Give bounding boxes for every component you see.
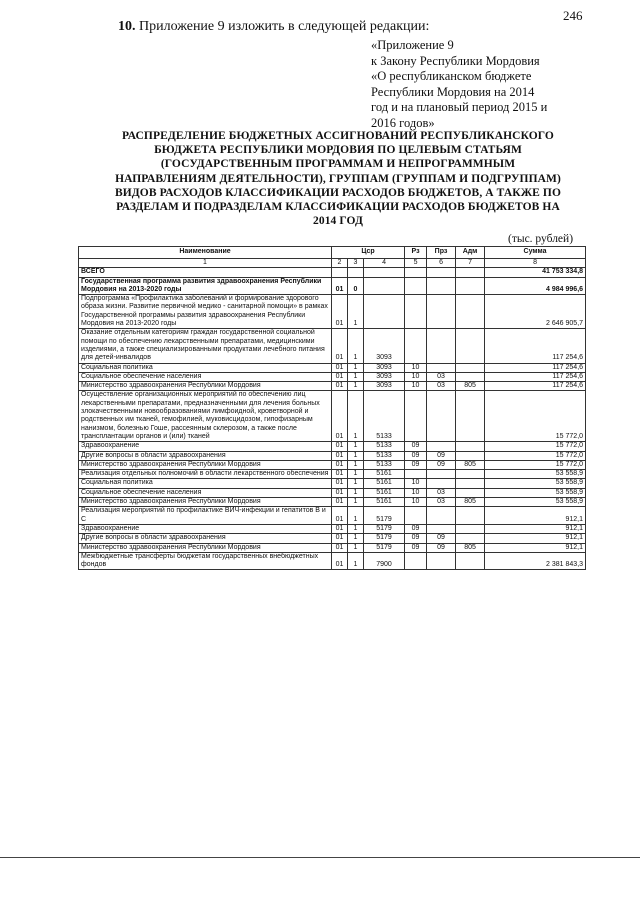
cell-program: 01 <box>332 488 348 497</box>
cell-subprogram <box>348 268 364 277</box>
table-row <box>79 552 586 570</box>
cell-sum: 15 772,0 <box>485 451 586 460</box>
cell-prz <box>427 268 456 277</box>
cell-direction: 5161 <box>364 470 405 479</box>
table-row <box>79 382 586 391</box>
cell-sum: 2 646 905,7 <box>485 295 586 329</box>
page-number: 246 <box>563 8 583 23</box>
cell-rz <box>405 552 427 570</box>
cell-sum: 15 772,0 <box>485 391 586 442</box>
table-row <box>79 524 586 533</box>
cell-sum: 912,1 <box>485 524 586 533</box>
cell-name: Здравоохранение <box>79 442 332 451</box>
cell-subprogram: 1 <box>348 479 364 488</box>
table-header-row <box>79 247 586 259</box>
cell-name: Министерство здравоохранения Республики Мордовия <box>79 460 332 469</box>
cell-sum: 117 254,6 <box>485 363 586 372</box>
cell-adm <box>456 451 485 460</box>
cell-adm: 805 <box>456 498 485 507</box>
cell-program: 01 <box>332 442 348 451</box>
column-number: 1 <box>79 259 332 268</box>
cell-adm <box>456 442 485 451</box>
cell-direction: 5133 <box>364 460 405 469</box>
table-row <box>79 363 586 372</box>
cell-adm <box>456 507 485 525</box>
table-row <box>79 295 586 329</box>
annex-line: Республики Мордовия на 2014 <box>371 84 535 99</box>
cell-subprogram: 1 <box>348 498 364 507</box>
cell-prz: 03 <box>427 382 456 391</box>
cell-adm <box>456 372 485 381</box>
header-adm: Адм <box>456 247 485 259</box>
cell-name: Подпрограмма «Профилактика заболеваний и формирование здорового образа жизни. Развитие первичной медико - санитарной помощи» в рамках Государственной программы развития здравоохранения Республики Мордовия на 2013-2020 годы <box>79 295 332 329</box>
cell-direction: 5133 <box>364 391 405 442</box>
cell-name: Министерство здравоохранения Республики Мордовия <box>79 382 332 391</box>
cell-subprogram: 0 <box>348 277 364 295</box>
cell-adm: 805 <box>456 543 485 552</box>
cell-adm <box>456 329 485 363</box>
cell-adm <box>456 363 485 372</box>
cell-program: 01 <box>332 534 348 543</box>
cell-prz <box>427 329 456 363</box>
cell-name: Министерство здравоохранения Республики Мордовия <box>79 498 332 507</box>
cell-adm <box>456 295 485 329</box>
cell-rz: 10 <box>405 372 427 381</box>
table-row <box>79 534 586 543</box>
cell-subprogram: 1 <box>348 295 364 329</box>
table-row <box>79 391 586 442</box>
cell-prz <box>427 363 456 372</box>
column-number: 2 <box>332 259 348 268</box>
cell-subprogram: 1 <box>348 524 364 533</box>
cell-program <box>332 268 348 277</box>
cell-subprogram: 1 <box>348 442 364 451</box>
cell-program: 01 <box>332 391 348 442</box>
cell-name: Социальная политика <box>79 363 332 372</box>
table-body <box>79 268 586 570</box>
cell-rz: 10 <box>405 479 427 488</box>
cell-subprogram: 1 <box>348 372 364 381</box>
cell-name: Социальная политика <box>79 479 332 488</box>
cell-adm: 805 <box>456 382 485 391</box>
cell-subprogram: 1 <box>348 507 364 525</box>
cell-direction: 5161 <box>364 488 405 497</box>
cell-adm <box>456 479 485 488</box>
budget-table <box>78 246 586 570</box>
cell-prz: 09 <box>427 460 456 469</box>
cell-rz: 09 <box>405 534 427 543</box>
cell-sum: 912,1 <box>485 507 586 525</box>
cell-sum: 912,1 <box>485 543 586 552</box>
cell-name: Социальное обеспечение населения <box>79 488 332 497</box>
cell-name: Государственная программа развития здравоохранения Республики Мордовия на 2013-2020 годы <box>79 277 332 295</box>
column-number-row <box>79 259 586 268</box>
cell-direction: 5161 <box>364 479 405 488</box>
cell-subprogram: 1 <box>348 391 364 442</box>
column-number: 8 <box>485 259 586 268</box>
header-rz: Рз <box>405 247 427 259</box>
cell-adm <box>456 268 485 277</box>
cell-subprogram: 1 <box>348 470 364 479</box>
footer-divider <box>0 857 640 858</box>
annex-line: год и на плановый период 2015 и <box>371 100 548 115</box>
document-title <box>78 129 598 228</box>
cell-direction: 5133 <box>364 442 405 451</box>
cell-program: 01 <box>332 460 348 469</box>
title-line: БЮДЖЕТА РЕСПУБЛИКИ МОРДОВИЯ ПО ЦЕЛЕВЫМ СТАТЬЯМ <box>154 144 522 157</box>
cell-rz: 10 <box>405 488 427 497</box>
cell-program: 01 <box>332 470 348 479</box>
table-row <box>79 543 586 552</box>
cell-direction: 3093 <box>364 372 405 381</box>
cell-prz <box>427 552 456 570</box>
cell-rz <box>405 470 427 479</box>
cell-direction <box>364 268 405 277</box>
table-row <box>79 498 586 507</box>
column-number: 3 <box>348 259 364 268</box>
intro-item-number: 10. <box>118 19 136 34</box>
cell-prz: 09 <box>427 543 456 552</box>
cell-name: Межбюджетные трансферты бюджетам государственных внебюджетных фондов <box>79 552 332 570</box>
annex-line: «О республиканском бюджете <box>371 69 532 84</box>
header-sum: Сумма <box>485 247 586 259</box>
cell-program: 01 <box>332 295 348 329</box>
table-row <box>79 479 586 488</box>
cell-adm <box>456 488 485 497</box>
table-row <box>79 268 586 277</box>
table-row <box>79 442 586 451</box>
cell-program: 01 <box>332 382 348 391</box>
cell-prz: 09 <box>427 534 456 543</box>
cell-direction: 5179 <box>364 507 405 525</box>
cell-program: 01 <box>332 507 348 525</box>
cell-program: 01 <box>332 363 348 372</box>
table-row <box>79 460 586 469</box>
cell-name: Осуществление организационных мероприятий по обеспечению лиц лекарственными препаратами, предназначенными для лечения больных злокачественными новообразованиями лимфоидной, кроветворной и родственных им тканей, гемофилией, муковисцидозом, гипофизарным нанизмом, болезнью Гоше, рассеянным склерозом, а также после трансплантации органов и (или) тканей <box>79 391 332 442</box>
cell-name: Оказание отдельным категориям граждан государственной социальной помощи по обеспечению лекарственными препаратами, медицинскими изделиями, а также специализированными продуктами лечебного питания для детей-инвалидов <box>79 329 332 363</box>
cell-sum: 4 984 996,6 <box>485 277 586 295</box>
cell-direction: 5179 <box>364 534 405 543</box>
annex-line: «Приложение 9 <box>371 38 454 52</box>
cell-prz <box>427 507 456 525</box>
cell-name: ВСЕГО <box>79 268 332 277</box>
cell-name: Другие вопросы в области здравоохранения <box>79 534 332 543</box>
intro-paragraph <box>118 19 429 35</box>
cell-name: Другие вопросы в области здравоохранения <box>79 451 332 460</box>
cell-rz: 10 <box>405 382 427 391</box>
cell-adm <box>456 524 485 533</box>
title-line: ВИДОВ РАСХОДОВ КЛАССИФИКАЦИИ РАСХОДОВ БЮДЖЕТОВ, А ТАКЖЕ ПО <box>114 186 562 199</box>
cell-subprogram: 1 <box>348 329 364 363</box>
cell-sum: 41 753 334,8 <box>485 268 586 277</box>
cell-direction: 3093 <box>364 382 405 391</box>
cell-prz <box>427 479 456 488</box>
cell-sum: 117 254,6 <box>485 382 586 391</box>
cell-adm <box>456 534 485 543</box>
header-name: Наименование <box>79 247 332 259</box>
cell-program: 01 <box>332 372 348 381</box>
table-row <box>79 329 586 363</box>
cell-program: 01 <box>332 451 348 460</box>
cell-subprogram: 1 <box>348 552 364 570</box>
cell-subprogram: 1 <box>348 488 364 497</box>
cell-direction: 3093 <box>364 329 405 363</box>
cell-direction: 7900 <box>364 552 405 570</box>
cell-direction <box>364 277 405 295</box>
cell-direction: 5179 <box>364 524 405 533</box>
table-row <box>79 470 586 479</box>
cell-adm: 805 <box>456 460 485 469</box>
table-row <box>79 507 586 525</box>
cell-direction: 5133 <box>364 451 405 460</box>
cell-rz: 09 <box>405 524 427 533</box>
cell-name: Социальное обеспечение населения <box>79 372 332 381</box>
cell-subprogram: 1 <box>348 451 364 460</box>
cell-rz <box>405 329 427 363</box>
title-line: РАСПРЕДЕЛЕНИЕ БЮДЖЕТНЫХ АССИГНОВАНИЙ РЕСПУБЛИКАНСКОГО <box>122 130 554 142</box>
column-number: 5 <box>405 259 427 268</box>
cell-sum: 117 254,6 <box>485 372 586 381</box>
cell-program: 01 <box>332 552 348 570</box>
cell-subprogram: 1 <box>348 382 364 391</box>
cell-name: Реализация мероприятий по профилактике ВИЧ-инфекции и гепатитов В и С <box>79 507 332 525</box>
table-row <box>79 277 586 295</box>
column-number: 7 <box>456 259 485 268</box>
intro-text: Приложение 9 изложить в следующей редакции: <box>139 19 430 34</box>
title-line: 2014 ГОД <box>313 215 363 228</box>
cell-prz: 03 <box>427 372 456 381</box>
cell-prz: 03 <box>427 488 456 497</box>
cell-sum: 2 381 843,3 <box>485 552 586 570</box>
cell-adm <box>456 391 485 442</box>
cell-subprogram: 1 <box>348 460 364 469</box>
table-row <box>79 372 586 381</box>
cell-sum: 117 254,6 <box>485 329 586 363</box>
header-prz: Прз <box>427 247 456 259</box>
cell-rz: 09 <box>405 442 427 451</box>
cell-adm <box>456 552 485 570</box>
annex-line: 2016 годов» <box>371 115 435 130</box>
column-number: 4 <box>364 259 405 268</box>
header-csr: Цср <box>332 247 405 259</box>
title-line: (ГОСУДАРСТВЕННЫМ ПРОГРАММАМ И НЕПРОГРАММНЫМ <box>160 158 516 171</box>
cell-adm <box>456 470 485 479</box>
cell-rz <box>405 268 427 277</box>
cell-rz: 09 <box>405 543 427 552</box>
cell-program: 01 <box>332 479 348 488</box>
cell-subprogram: 1 <box>348 543 364 552</box>
cell-program: 01 <box>332 277 348 295</box>
cell-direction: 5179 <box>364 543 405 552</box>
cell-prz <box>427 524 456 533</box>
cell-program: 01 <box>332 524 348 533</box>
cell-adm <box>456 277 485 295</box>
cell-program: 01 <box>332 329 348 363</box>
cell-prz <box>427 470 456 479</box>
cell-prz <box>427 295 456 329</box>
cell-subprogram: 1 <box>348 534 364 543</box>
annex-reference <box>371 38 547 132</box>
cell-prz <box>427 442 456 451</box>
cell-sum: 53 558,9 <box>485 488 586 497</box>
cell-rz: 10 <box>405 363 427 372</box>
cell-sum: 53 558,9 <box>485 479 586 488</box>
cell-rz <box>405 277 427 295</box>
cell-name: Реализация отдельных полномочий в области лекарственного обеспечения <box>79 470 332 479</box>
table-row <box>79 488 586 497</box>
cell-program: 01 <box>332 498 348 507</box>
cell-subprogram: 1 <box>348 363 364 372</box>
cell-rz: 09 <box>405 460 427 469</box>
title-line: РАЗДЕЛАМ И ПОДРАЗДЕЛАМ КЛАССИФИКАЦИИ РАСХОДОВ БЮДЖЕТОВ НА <box>116 201 560 214</box>
cell-rz: 09 <box>405 451 427 460</box>
cell-rz <box>405 507 427 525</box>
cell-direction: 5161 <box>364 498 405 507</box>
table-row <box>79 451 586 460</box>
cell-rz <box>405 295 427 329</box>
cell-prz: 09 <box>427 451 456 460</box>
cell-sum: 912,1 <box>485 534 586 543</box>
cell-sum: 15 772,0 <box>485 460 586 469</box>
units-label: (тыс. рублей) <box>508 233 574 245</box>
cell-name: Министерство здравоохранения Республики Мордовия <box>79 543 332 552</box>
cell-sum: 53 558,9 <box>485 498 586 507</box>
cell-sum: 15 772,0 <box>485 442 586 451</box>
title-line: НАПРАВЛЕНИЯМ ДЕЯТЕЛЬНОСТИ), ГРУППАМ (ГРУППАМ И ПОДГРУППАМ) <box>115 172 561 185</box>
cell-name: Здравоохранение <box>79 524 332 533</box>
cell-program: 01 <box>332 543 348 552</box>
column-number: 6 <box>427 259 456 268</box>
cell-sum: 53 558,9 <box>485 470 586 479</box>
cell-rz: 10 <box>405 498 427 507</box>
annex-line: к Закону Республики Мордовия <box>371 53 540 68</box>
cell-prz: 03 <box>427 498 456 507</box>
cell-direction: 3093 <box>364 363 405 372</box>
cell-direction <box>364 295 405 329</box>
cell-prz <box>427 277 456 295</box>
cell-prz <box>427 391 456 442</box>
cell-rz <box>405 391 427 442</box>
